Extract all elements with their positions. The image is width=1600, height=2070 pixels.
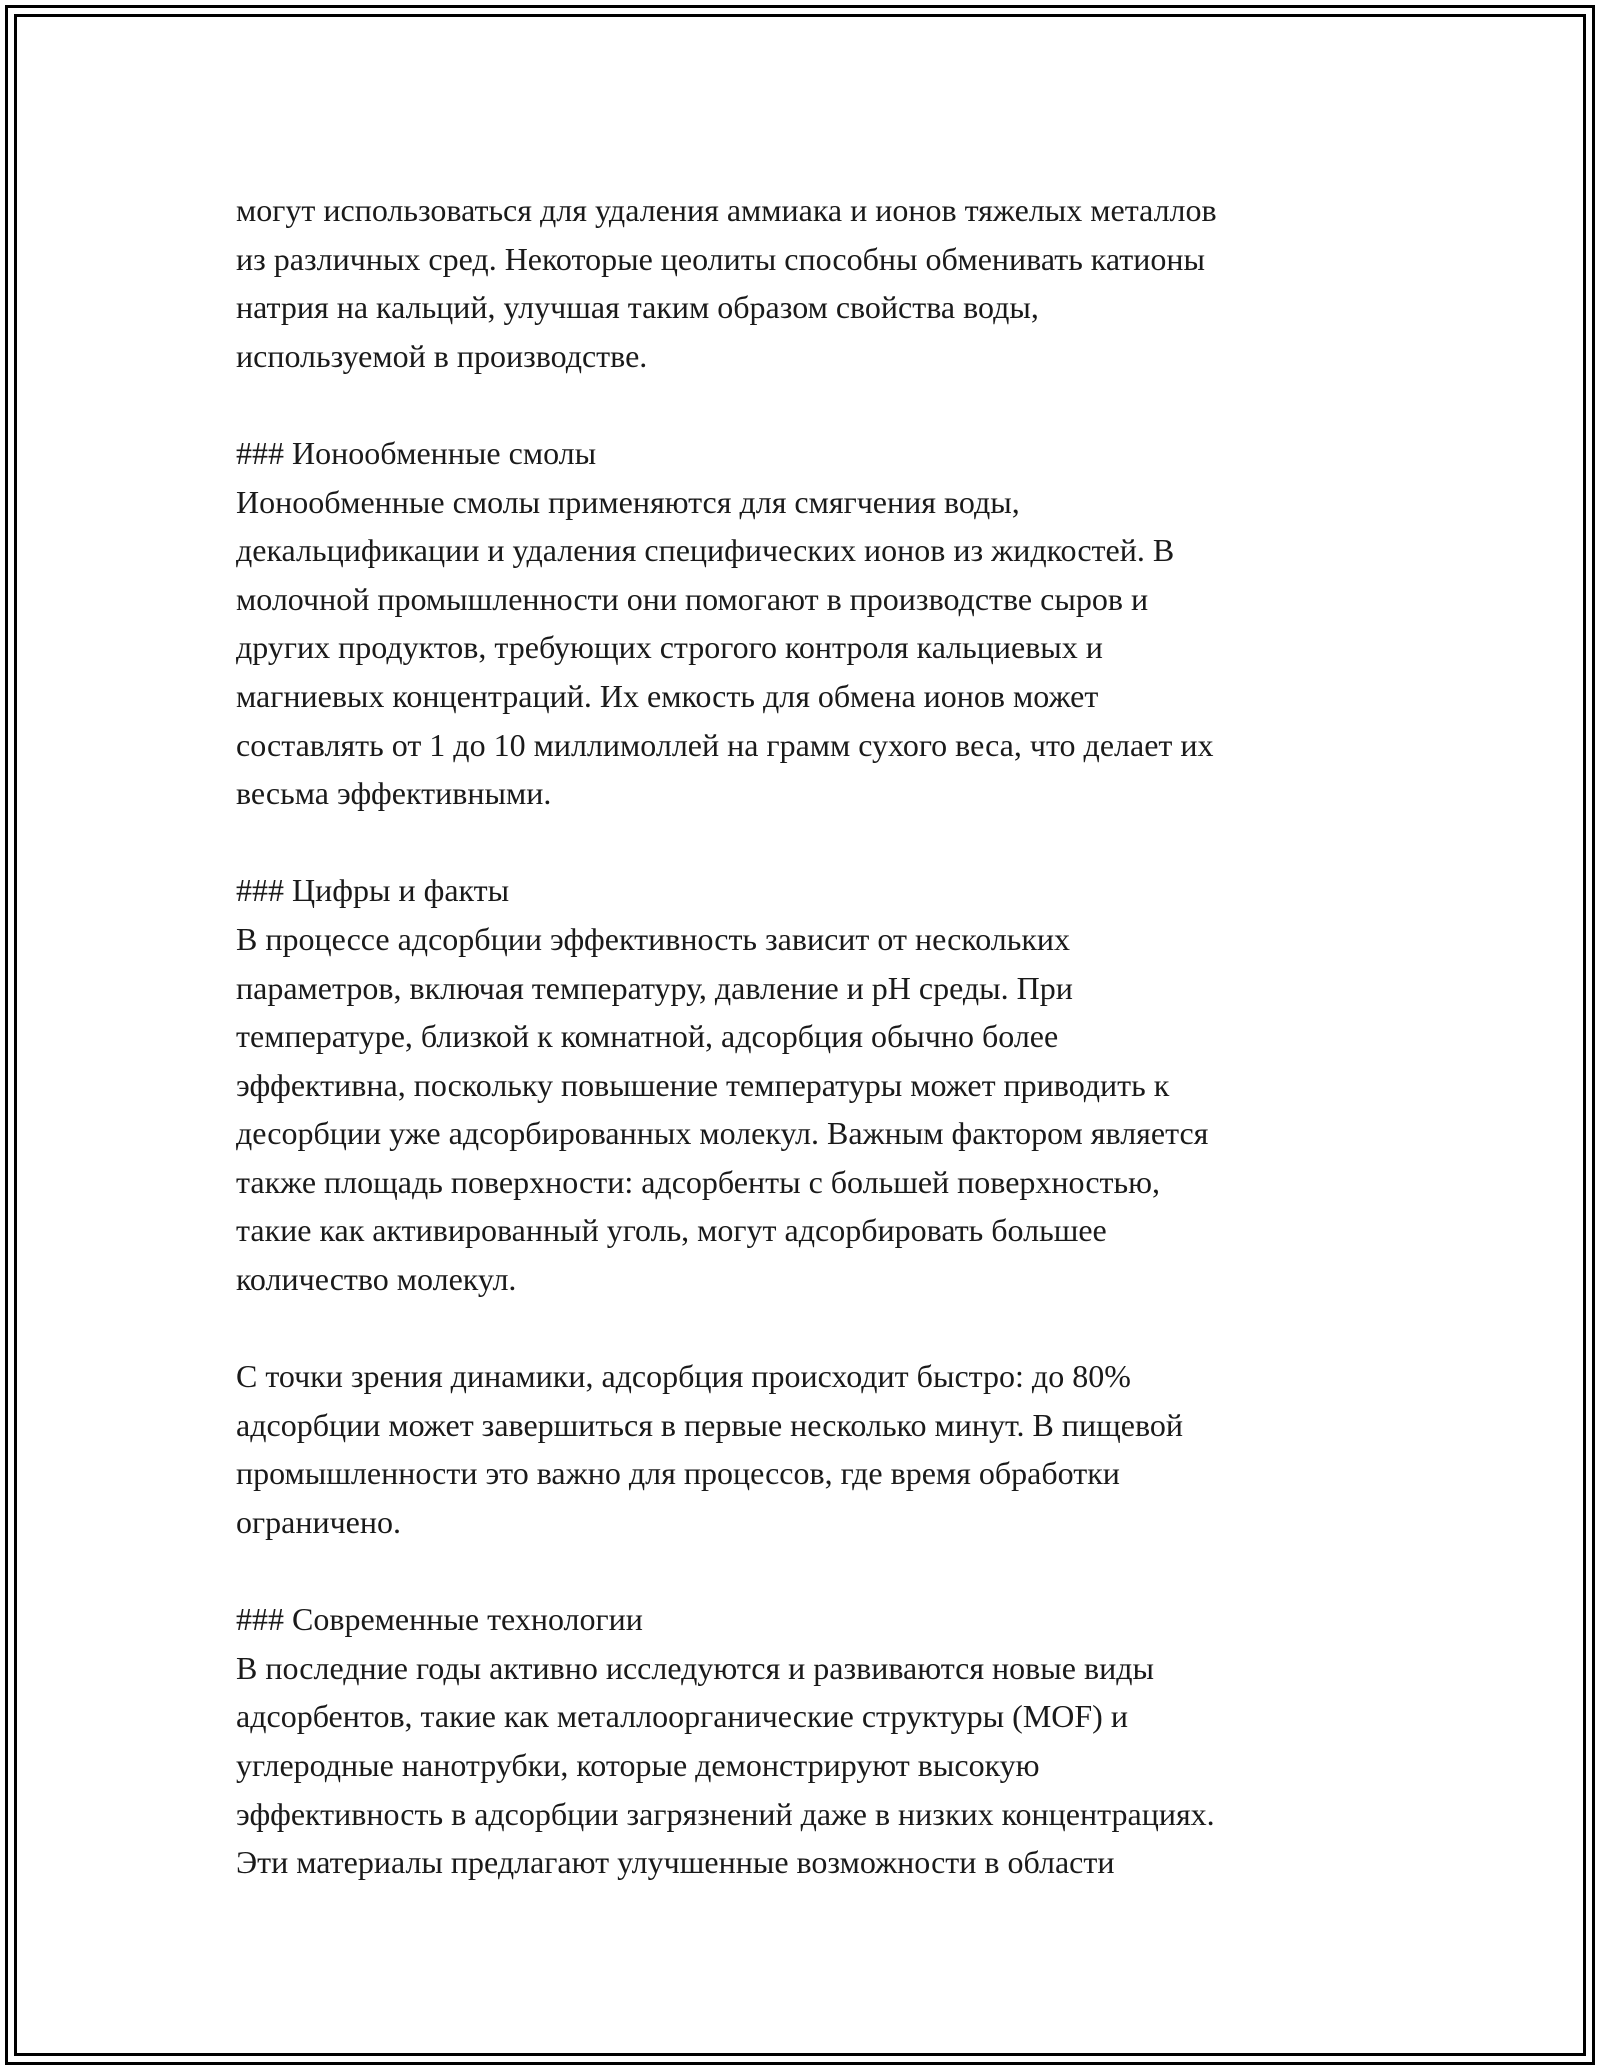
text-line: могут использоваться для удаления аммиака и ионов тяжелых металлов [236, 192, 1217, 228]
section-heading: ### Современные технологии [236, 1601, 643, 1638]
text-line: используемой в производстве. [236, 337, 648, 374]
section-modern-technologies [236, 1595, 1376, 1887]
text-line: Ионообменные смолы применяются для смягчения воды, [236, 483, 1020, 520]
text-line: молочной промышленности они помогают в производстве сыров и [236, 580, 1149, 617]
section-heading: ### Ионообменные смолы [236, 434, 597, 471]
text-line: весьма эффективными. [236, 775, 552, 812]
text-line: других продуктов, требующих строгого контроля кальциевых и [236, 629, 1103, 666]
text-line: из различных сред. Некоторые цеолиты способны обменивать катионы [236, 240, 1205, 277]
text-line: С точки зрения динамики, адсорбция происходит быстро: до 80% [236, 1358, 1131, 1395]
text-line: адсорбции может завершиться в первые несколько минут. В пищевой [236, 1406, 1183, 1443]
text-line: температуре, близкой к комнатной, адсорбция обычно более [236, 1018, 1059, 1055]
section-ion-exchange-resins [236, 429, 1376, 818]
text-line: ограничено. [236, 1504, 401, 1541]
text-line: декальцификации и удаления специфических ионов из жидкостей. В [236, 532, 1175, 569]
section-facts-and-figures [236, 866, 1376, 1303]
text-line: углеродные нанотрубки, которые демонстрируют высокую [236, 1747, 1040, 1783]
document-body [236, 186, 1376, 1887]
text-line: эффективна, поскольку повышение температуры может приводить к [236, 1066, 1170, 1103]
paragraph-dynamics [236, 1352, 1376, 1546]
text-line: натрия на кальций, улучшая таким образом свойства воды, [236, 289, 1039, 326]
paragraph-zeolites [236, 186, 1376, 380]
text-line: количество молекул. [236, 1261, 517, 1298]
text-line: В последние годы активно исследуются и развиваются новые виды [236, 1649, 1154, 1686]
text-line: адсорбентов, такие как металлоорганические структуры (MOF) и [236, 1698, 1128, 1735]
text-line: параметров, включая температуру, давление и pH среды. При [236, 969, 1073, 1006]
section-heading: ### Цифры и факты [236, 872, 510, 909]
text-line: эффективность в адсорбции загрязнений даже в низких концентрациях. [236, 1795, 1215, 1832]
text-line: Эти материалы предлагают улучшенные возможности в области [236, 1844, 1115, 1881]
text-line: также площадь поверхности: адсорбенты с большей поверхностью, [236, 1163, 1161, 1200]
text-line: В процессе адсорбции эффективность зависит от нескольких [236, 920, 1071, 957]
text-line: такие как активированный уголь, могут адсорбировать большее [236, 1212, 1107, 1249]
text-line: десорбции уже адсорбированных молекул. Важным фактором является [236, 1115, 1209, 1152]
text-line: составлять от 1 до 10 миллимоллей на грамм сухого веса, что делает их [236, 726, 1214, 763]
text-line: магниевых концентраций. Их емкость для обмена ионов может [236, 677, 1099, 714]
text-line: промышленности это важно для процессов, где время обработки [236, 1455, 1120, 1492]
